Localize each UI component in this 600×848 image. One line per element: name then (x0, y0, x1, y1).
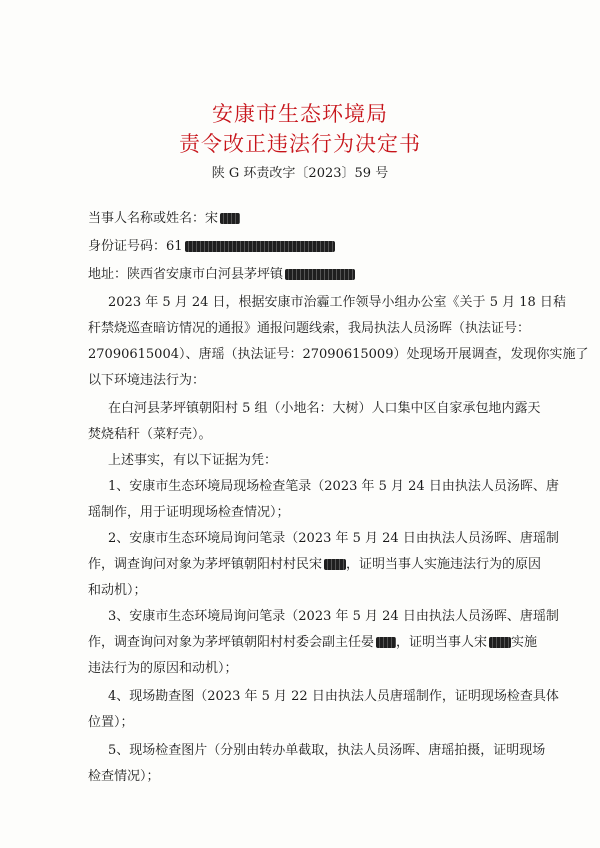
redaction-mark (489, 637, 511, 648)
redaction-mark (185, 241, 335, 252)
party-name-value: 宋 (205, 211, 219, 226)
evidence-text: 作，调查询问对象为茅坪镇朝阳村村委会副主任晏 (88, 635, 375, 650)
party-name-row (88, 210, 240, 228)
redaction-mark (324, 559, 346, 570)
evidence-line: 3、安康市生态环境局询问笔录（2023 年 5 月 24 日由执法人员汤晖、唐瑶制 (108, 609, 559, 624)
evidence-text: 作，调查询问对象为茅坪镇朝阳村村民宋 (88, 557, 323, 572)
body-line: 在白河县茅坪镇朝阳村 5 组（小地名：大树）人口集中区自家承包地内露天 (108, 401, 541, 416)
body-line: 27090615004）、唐瑶（执法证号：27090615009）处现场开展调查，发现你实施了 (88, 347, 589, 362)
evidence-line: 和动机）； (88, 583, 147, 598)
evidence-line: 5、现场检查图片（分别由转办单截取，执法人员汤晖、唐瑶拍摄，证明现场 (108, 743, 546, 758)
evidence-text: ，证明当事人实施违法行为的原因 (346, 557, 542, 572)
body-line: 以下环境违法行为： (88, 373, 206, 388)
body-line: 上述事实，有以下证据为凭： (108, 453, 278, 468)
evidence-line: 检查情况）； (88, 769, 160, 784)
body-line: 2023 年 5 月 24 日，根据安康市治霾工作领导小组办公室《关于 5 月 18 日秸 (108, 295, 566, 310)
party-id-row (88, 238, 335, 256)
party-address-value: 陕西省安康市白河县茅坪镇 (127, 267, 284, 282)
body-line: 秆禁烧巡查暗访情况的通报》通报问题线索，我局执法人员汤晖（执法证号： (88, 321, 531, 336)
evidence-text: ，证明当事人宋 (396, 635, 488, 650)
party-address-row (88, 266, 355, 284)
evidence-line: 违法行为的原因和动机）； (88, 661, 238, 676)
evidence-line: 位置）； (88, 715, 134, 730)
evidence-line: 1、安康市生态环境局现场检查笔录（2023 年 5 月 24 日由执法人员汤晖、唐 (108, 479, 559, 494)
body-line: 焚烧秸秆（菜籽壳）。 (88, 427, 212, 442)
document-title: 责令改正违法行为决定书 (179, 132, 421, 156)
agency-title: 安康市生态环境局 (212, 102, 388, 126)
evidence-line: 瑶制作，用于证明现场检查情况）； (88, 505, 290, 520)
evidence-line: 4、现场勘查图（2023 年 5 月 22 日由执法人员唐瑶制作，证明现场检查具体 (108, 689, 559, 704)
party-id-value: 61 (166, 239, 183, 254)
evidence-line (88, 634, 537, 652)
evidence-text: 实施 (511, 635, 538, 650)
document-number: 陕 G 环责改字〔2023〕59 号 (211, 166, 389, 181)
party-name-label: 当事人名称或姓名： (88, 211, 206, 226)
party-address-label: 地址： (88, 267, 128, 282)
redaction-mark (220, 213, 240, 224)
evidence-line (88, 556, 541, 574)
evidence-line: 2、安康市生态环境局询问笔录（2023 年 5 月 24 日由执法人员汤晖、唐瑶制 (108, 531, 559, 546)
redaction-mark (285, 269, 355, 280)
redaction-mark (376, 637, 396, 648)
party-id-label: 身份证号码： (88, 239, 167, 254)
